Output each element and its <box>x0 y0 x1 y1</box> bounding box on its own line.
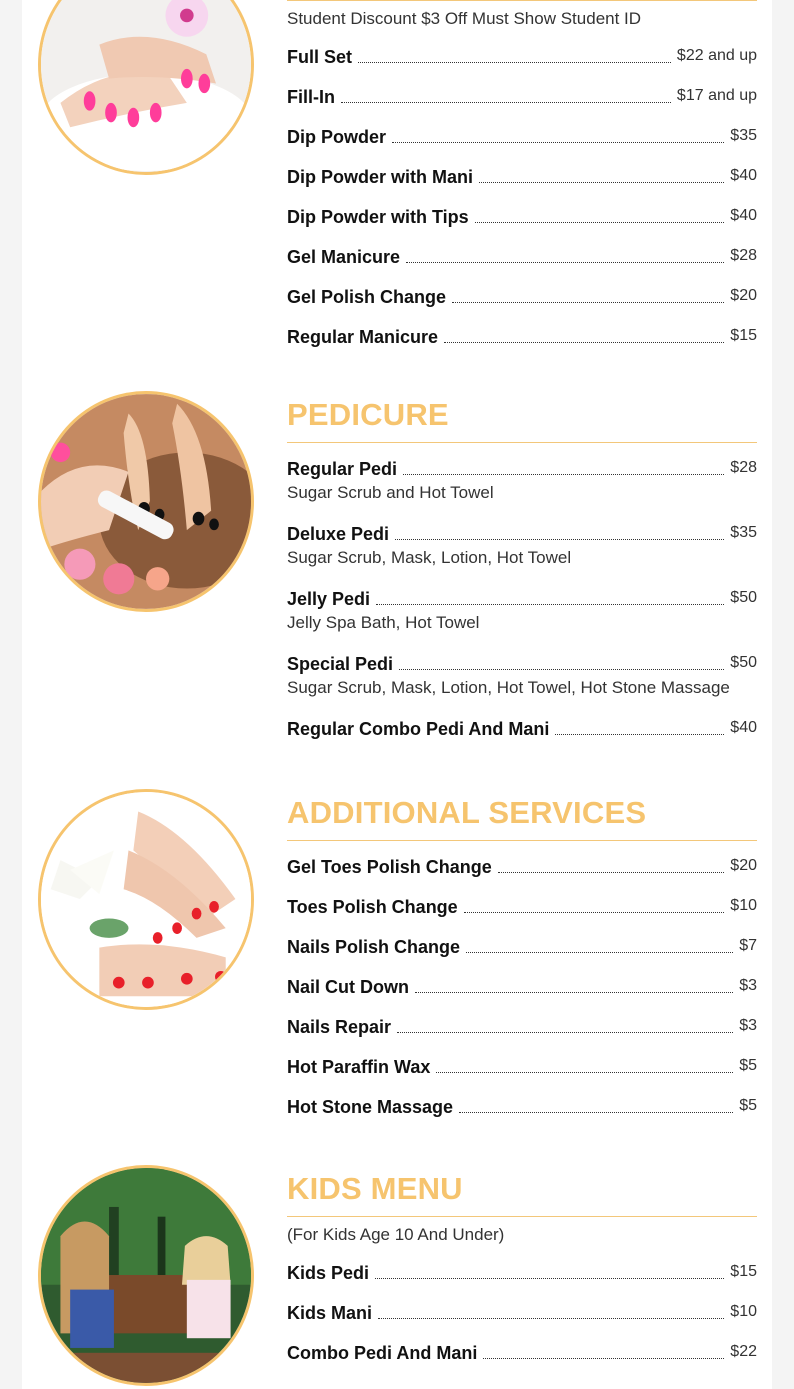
menu-item-price: $7 <box>739 937 757 954</box>
menu-item-price: $35 <box>730 524 757 541</box>
menu-item-name: Dip Powder with Mani <box>287 166 474 187</box>
menu-item-description: Sugar Scrub, Mask, Lotion, Hot Towel, Hot Stone Massage <box>287 678 730 697</box>
dotted-leader <box>479 157 724 183</box>
menu-item-name: Kids Pedi <box>287 1262 370 1283</box>
menu-item-name: Regular Pedi <box>287 458 398 479</box>
student-discount-note: Student Discount $3 Off Must Show Student ID <box>287 9 642 28</box>
menu-item-name: Fill-In <box>287 86 335 107</box>
dotted-leader <box>358 37 671 63</box>
dotted-leader <box>399 644 724 670</box>
menu-item-price: $28 <box>730 459 757 476</box>
menu-item <box>287 709 757 749</box>
menu-item <box>287 967 757 1007</box>
menu-item-price: $3 <box>739 977 757 994</box>
menu-item-price: $17 and up <box>676 87 757 104</box>
pedicure-heading: PEDICURE <box>287 388 757 443</box>
menu-item <box>287 197 757 237</box>
menu-item <box>287 1253 757 1293</box>
menu-item <box>287 1293 757 1333</box>
menu-item-name: Gel Polish Change <box>287 286 447 307</box>
dotted-leader <box>397 1007 733 1033</box>
menu-item <box>287 157 757 197</box>
kids-age-note: (For Kids Age 10 And Under) <box>287 1225 505 1244</box>
pedicure-photo <box>38 391 254 612</box>
dotted-leader <box>378 1293 724 1319</box>
menu-item-name: Jelly Pedi <box>287 588 371 609</box>
manicure-photo <box>38 0 254 175</box>
dotted-leader <box>406 237 724 263</box>
menu-item-price: $40 <box>730 167 757 184</box>
menu-item-price: $50 <box>730 654 757 671</box>
menu-item-price: $50 <box>730 589 757 606</box>
menu-item <box>287 77 757 117</box>
menu-item <box>287 449 757 489</box>
menu-item-name: Dip Powder <box>287 126 387 147</box>
dotted-leader <box>459 1087 733 1113</box>
menu-item-name: Gel Toes Polish Change <box>287 856 492 877</box>
menu-item-price: $22 and up <box>676 47 757 64</box>
menu-item <box>287 1333 757 1373</box>
menu-item-price: $10 <box>730 1303 757 1320</box>
kids-heading: KIDS MENU <box>287 1162 757 1217</box>
menu-item <box>287 117 757 157</box>
menu-item-price: $20 <box>730 857 757 874</box>
menu-item <box>287 1047 757 1087</box>
menu-item-name: Combo Pedi And Mani <box>287 1342 478 1363</box>
menu-item-name: Dip Powder with Tips <box>287 206 469 227</box>
menu-item-price: $28 <box>730 247 757 264</box>
menu-item-price: $3 <box>739 1017 757 1034</box>
dotted-leader <box>436 1047 733 1073</box>
dotted-leader <box>395 514 724 540</box>
menu-item-name: Nails Repair <box>287 1016 392 1037</box>
dotted-leader <box>375 1253 724 1279</box>
menu-item-name: Regular Combo Pedi And Mani <box>287 718 550 739</box>
dotted-leader <box>464 887 725 913</box>
menu-item-price: $10 <box>730 897 757 914</box>
menu-item-price: $40 <box>730 719 757 736</box>
hands-and-feet-photo <box>38 789 254 1010</box>
menu-item <box>287 37 757 77</box>
dotted-leader <box>452 277 724 303</box>
dotted-leader <box>392 117 724 143</box>
menu-item-price: $15 <box>730 327 757 344</box>
menu-item-name: Special Pedi <box>287 653 394 674</box>
pedicure-list <box>287 449 757 749</box>
dotted-leader <box>555 709 724 735</box>
dotted-leader <box>376 579 724 605</box>
menu-page <box>22 0 772 1389</box>
dotted-leader <box>444 317 724 343</box>
menu-item <box>287 317 757 357</box>
menu-item-name: Regular Manicure <box>287 326 439 347</box>
kids-list <box>287 1253 757 1373</box>
menu-item-name: Hot Paraffin Wax <box>287 1056 431 1077</box>
menu-item <box>287 579 757 619</box>
menu-item-description: Sugar Scrub, Mask, Lotion, Hot Towel <box>287 548 572 567</box>
menu-item <box>287 887 757 927</box>
menu-item-name: Toes Polish Change <box>287 896 458 917</box>
menu-item <box>287 237 757 277</box>
menu-item-price: $20 <box>730 287 757 304</box>
menu-item-price: $35 <box>730 127 757 144</box>
dotted-leader <box>475 197 725 223</box>
menu-item <box>287 927 757 967</box>
menu-item-price: $15 <box>730 1263 757 1280</box>
additional-heading: ADDITIONAL SERVICES <box>287 786 757 841</box>
kids-photo <box>38 1165 254 1386</box>
menu-item <box>287 1007 757 1047</box>
menu-item <box>287 514 757 554</box>
menu-item <box>287 277 757 317</box>
menu-item-name: Hot Stone Massage <box>287 1096 454 1117</box>
menu-item <box>287 1087 757 1127</box>
menu-item-price: $22 <box>730 1343 757 1360</box>
menu-item <box>287 847 757 887</box>
additional-list <box>287 847 757 1127</box>
menu-item-name: Kids Mani <box>287 1302 373 1323</box>
dotted-leader <box>498 847 725 873</box>
menu-item-name: Gel Manicure <box>287 246 401 267</box>
menu-item-name: Nail Cut Down <box>287 976 409 997</box>
menu-item-name: Deluxe Pedi <box>287 523 390 544</box>
dotted-leader <box>403 449 724 475</box>
menu-item-description: Jelly Spa Bath, Hot Towel <box>287 613 480 632</box>
manicure-list <box>287 37 757 357</box>
dotted-leader <box>415 967 733 993</box>
menu-item-name: Full Set <box>287 46 353 67</box>
dotted-leader <box>341 77 671 103</box>
dotted-leader <box>483 1333 724 1359</box>
menu-item-name: Nails Polish Change <box>287 936 461 957</box>
menu-item-price: $5 <box>739 1057 757 1074</box>
menu-item-price: $5 <box>739 1097 757 1114</box>
menu-item-price: $40 <box>730 207 757 224</box>
dotted-leader <box>466 927 733 953</box>
menu-item <box>287 644 757 684</box>
menu-item-description: Sugar Scrub and Hot Towel <box>287 483 494 502</box>
